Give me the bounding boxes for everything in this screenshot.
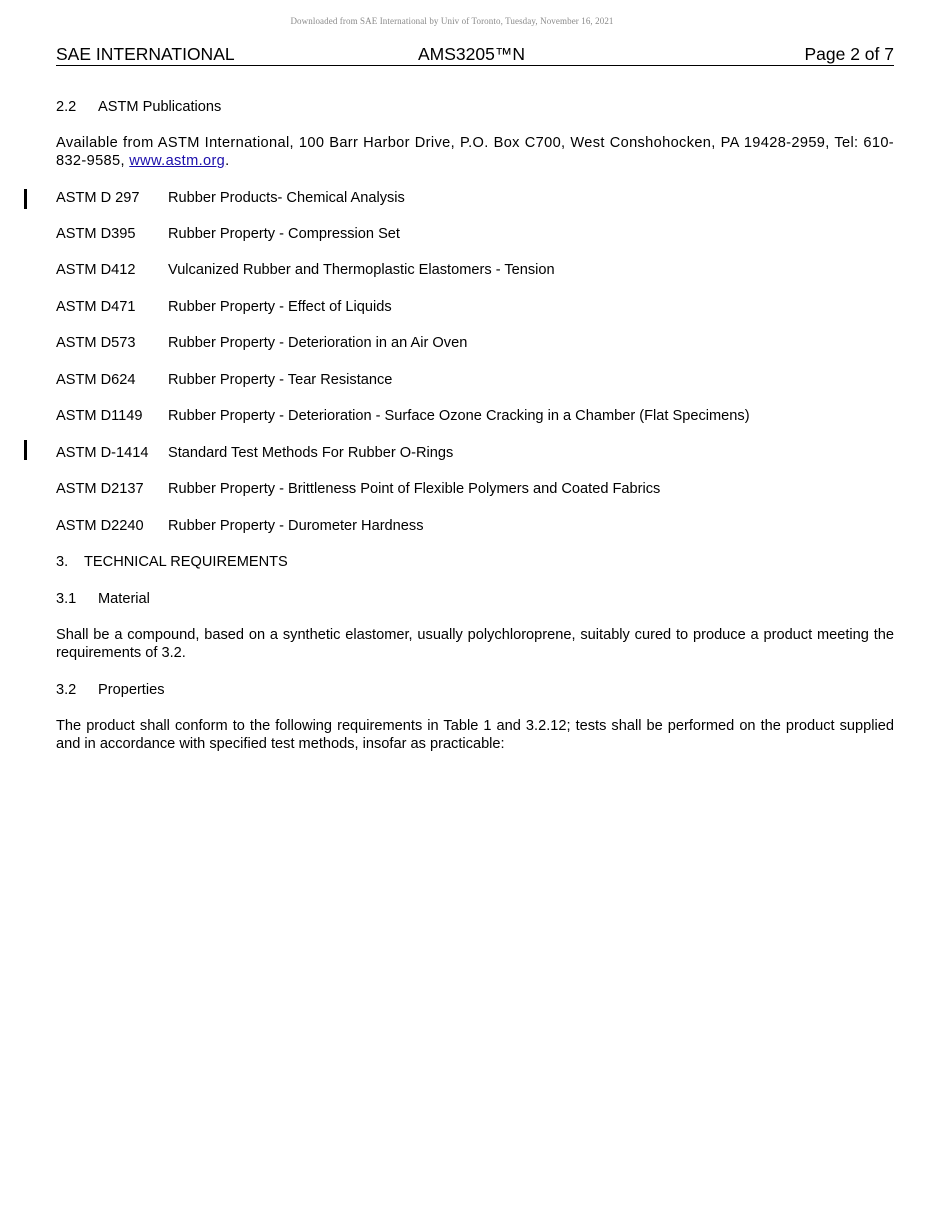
reference-title: Rubber Property - Tear Resistance	[168, 372, 393, 388]
astm-website-link[interactable]: www.astm.org	[129, 153, 226, 169]
reference-title: Rubber Property - Compression Set	[168, 226, 400, 242]
section-title: Material	[98, 591, 150, 607]
section-title: Properties	[98, 682, 165, 698]
section-number: 3.1	[56, 591, 77, 607]
reference-code: ASTM D412	[56, 262, 136, 278]
section-number: 3.	[56, 554, 69, 570]
reference-title: Rubber Property - Deterioration in an Air Oven	[168, 335, 468, 351]
properties-paragraph: The product shall conform to the following requirements in Table 1 and 3.2.12; tests shall be performed on the product supplied and in accordance with specified test methods, insofar as practicable:	[56, 718, 894, 752]
reference-code: ASTM D-1414	[56, 445, 149, 461]
header-page-number: Page 2 of 7	[804, 44, 894, 64]
section-title: TECHNICAL REQUIREMENTS	[84, 554, 288, 570]
section-2-2-heading	[56, 98, 894, 116]
section-3-2-heading	[56, 681, 894, 699]
header-org: SAE INTERNATIONAL	[56, 44, 235, 64]
astm-availability-paragraph	[56, 134, 894, 170]
section-number: 2.2	[56, 99, 77, 115]
reference-title: Vulcanized Rubber and Thermoplastic Elastomers - Tension	[168, 262, 555, 278]
reference-code: ASTM D573	[56, 335, 136, 351]
section-title: ASTM Publications	[98, 99, 222, 115]
reference-title: Rubber Property - Effect of Liquids	[168, 299, 392, 315]
availability-text: Available from ASTM International, 100 Barr Harbor Drive, P.O. Box C700, West Conshohocken, PA 19428-2959, Tel: 610-832-9585,	[56, 135, 894, 169]
reference-code: ASTM D395	[56, 226, 136, 242]
reference-code: ASTM D2137	[56, 481, 144, 497]
availability-suffix: .	[225, 153, 230, 169]
reference-code: ASTM D1149	[56, 408, 143, 424]
section-3-1-heading	[56, 590, 894, 608]
reference-title: Rubber Property - Brittleness Point of Flexible Polymers and Coated Fabrics	[168, 481, 661, 497]
page-header	[56, 44, 894, 66]
download-watermark: Downloaded from SAE International by Univ of Toronto, Tuesday, November 16, 2021	[290, 16, 614, 26]
reference-title: Rubber Products- Chemical Analysis	[168, 190, 405, 206]
reference-title: Rubber Property - Durometer Hardness	[168, 518, 424, 534]
reference-code: ASTM D624	[56, 372, 136, 388]
revision-change-bar	[24, 440, 27, 460]
section-3-heading	[56, 553, 894, 571]
reference-code: ASTM D 297	[56, 190, 140, 206]
section-number: 3.2	[56, 682, 77, 698]
reference-title: Rubber Property - Deterioration - Surface Ozone Cracking in a Chamber (Flat Specimens)	[168, 408, 750, 424]
header-doc-id: AMS3205™N	[418, 44, 525, 64]
reference-code: ASTM D2240	[56, 518, 144, 534]
revision-change-bar	[24, 189, 27, 209]
material-paragraph: Shall be a compound, based on a synthetic elastomer, usually polychloroprene, suitably cured to produce a product meeting the requirements of 3.2.	[56, 627, 894, 661]
reference-title: Standard Test Methods For Rubber O-Rings	[168, 445, 454, 461]
reference-code: ASTM D471	[56, 299, 136, 315]
